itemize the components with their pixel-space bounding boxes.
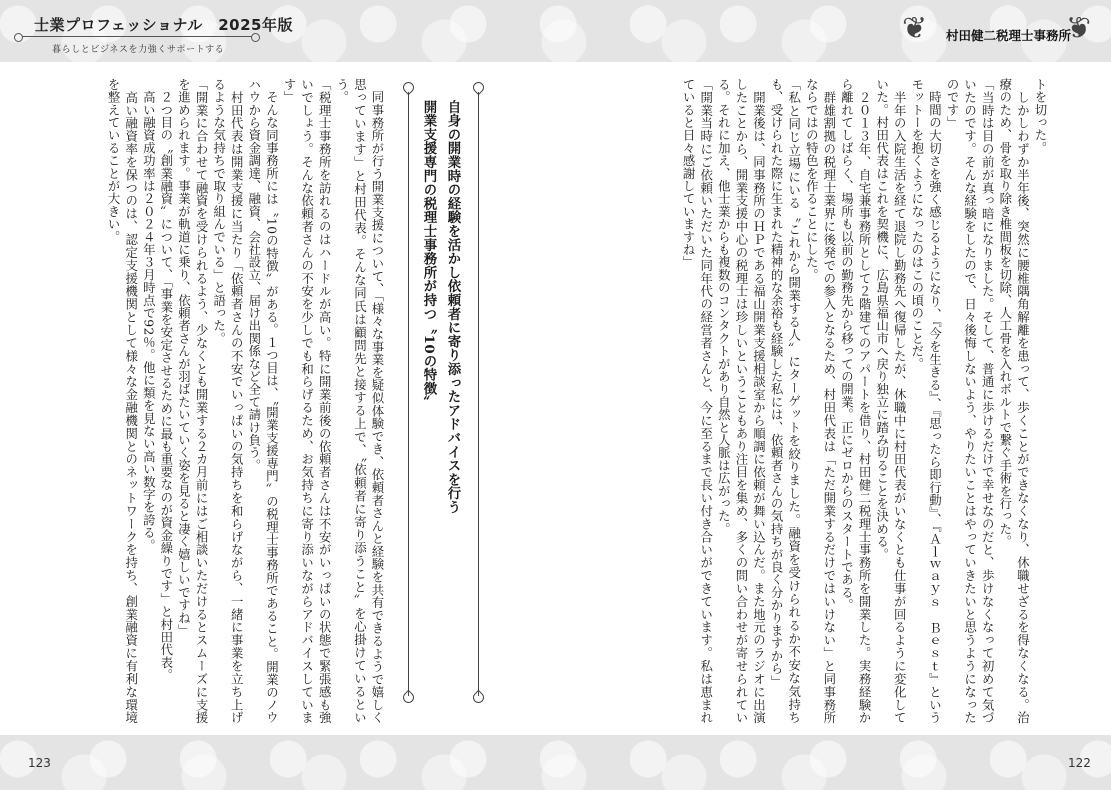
rule-cap-icon [471, 80, 487, 96]
page-number-left: 123 [28, 756, 51, 770]
headline-rule-right [478, 92, 479, 696]
footer-band [0, 735, 1111, 790]
page-number-right: 122 [1068, 756, 1091, 770]
rule-cap-icon [401, 690, 417, 706]
flourish-left-icon: ❦ [902, 11, 928, 46]
right-page-body: トを切った。 しかしわずか半年後、突然に腰椎隅角解離を患って、歩くことができなくなり、休職せざるを得なくなる。治療のため、骨を取り除き椎間板を切除、人工骨を入れボルトで繋ぐ手術を行った。 「当時は目の前が真っ暗になりました。そして、普通に歩けるだけで幸せなのだと、歩けなくなって初めて気づいたのです。そんな経験をしたので、日々後悔しないよう、やりたいことはやっていきたいと思うようになったのです」 時間の大切さを強く感じるようになり、『今を生きる』、『思ったら即行動』、『Ａｌｗａｙｓ Ｂｅｓｔ』というモットーを抱くようになったのはこの頃のことだ。 半年の入院生活を経て退院し勤務先へ復帰したが、休職中に村田代表がいなくとも仕事が回るように変化していた。村田代表はこれを契機に、広島県福山市へ戻り独立に踏み切ることを決める。 ２０１３年、自宅兼事務所として２階建てのアパートを借り、村田健二税理士事務所を開業した。実務経験から離れてしばらく、場所も以前の勤務先から移っての開業。正にゼロからのスタートである。 群雄割拠の税理士業界に後発での参入となるため、村田代表は「ただ開業するだけではいけない」と同事務所ならではの特色を作ることにした。 「私と同じ立場にいる〝これから開業する人〟にターゲットを絞りました。融資を受けられるか不安な気持ちも、受けられた際に生まれた精神的な余裕も経験した私には、依頼者さんの気持ちが良く分かりますから」 開業後は、同事務所のＨＰである福山開業支援相談室から順調に依頼が舞い込んだ。また地元のラジオに出演したことから、開業支援中心の税理士は珍しいということもあり注目を集め、多くの問い合わせが寄せられている。それに加え、他士業からも複数のコンタクトがあり自然と人脈は広がった。 「開業当時にご依頼いただいた同年代の経営者さんと、今に至るまで長い付き合いができています。私は恵まれていると日々感謝していますね」 [681, 78, 1048, 724]
office-name: 村田健二税理士事務所 [946, 28, 1072, 43]
rule-cap-icon [471, 690, 487, 706]
book-title: 士業プロフェッショナル 2025年版 [34, 16, 293, 34]
headline-rule-left [408, 92, 409, 696]
book-subtitle: 暮らしとビジネスを力強くサポートする [52, 45, 225, 55]
left-page-body: 同事務所が行う開業支援について、「様々な事業を疑似体験でき、依頼者さんと経験を共有できるようで嬉しく思っています」と村田代表。そんな同氏は顧問先と接する上で、〝依頼者に寄り添うこと〟を心掛けているという。 「税理士事務所を訪れるのはハードルが高い。特に開業前後の依頼者さんは不安がいっぱいの状態で緊張感も強いでしょう。そんな依頼者さんの不安を少しでも和らげるため、お気持ちに寄り添いながらアドバイスしています」 そんな同事務所には〝10の特徴〟がある。１つ目は、〝開業支援専門〟の税理士事務所であること。開業のノウハウから資金調達、融資、会社設立、届け出関係など全て請け負う。 村田代表は開業支援に当たり「依頼者さんの不安でいっぱいの気持ちを和らげながら、一緒に事業を立ち上げるような気持ちで取り組んでいる」と語った。 「開業に合わせて融資を受けられるよう、少なくとも開業する２カ月前にはご相談いただけるとスムーズに支援を進められます。事業が軌道に乗り、依頼者さんが羽ばたいていく姿を見ると凄く嬉しいですね」 ２つ目の〝創業融資〟について、「事業を安定させるために最も重要なのが資金繰りです」と村田代表。 高い融資成功率は２０２４年３月時点で92％。他に類を見ない高い数字を誇る。 高い融資率を保つのは、認定支援機関として様々な金融機関とのネットワークを持ち、創業融資に有利な環境を整えていることが大きい。 [106, 78, 385, 724]
rule-cap-icon [401, 80, 417, 96]
flourish-right-icon: ❦ [1066, 11, 1092, 46]
headline-secondary: 開業支援専門の税理士事務所が持つ〝10の特徴〟 [421, 100, 437, 410]
headline-primary: 自身の開業時の経験を活かし依頼者に寄り添ったアドバイスを行う [445, 100, 461, 514]
header-divider [22, 36, 252, 37]
